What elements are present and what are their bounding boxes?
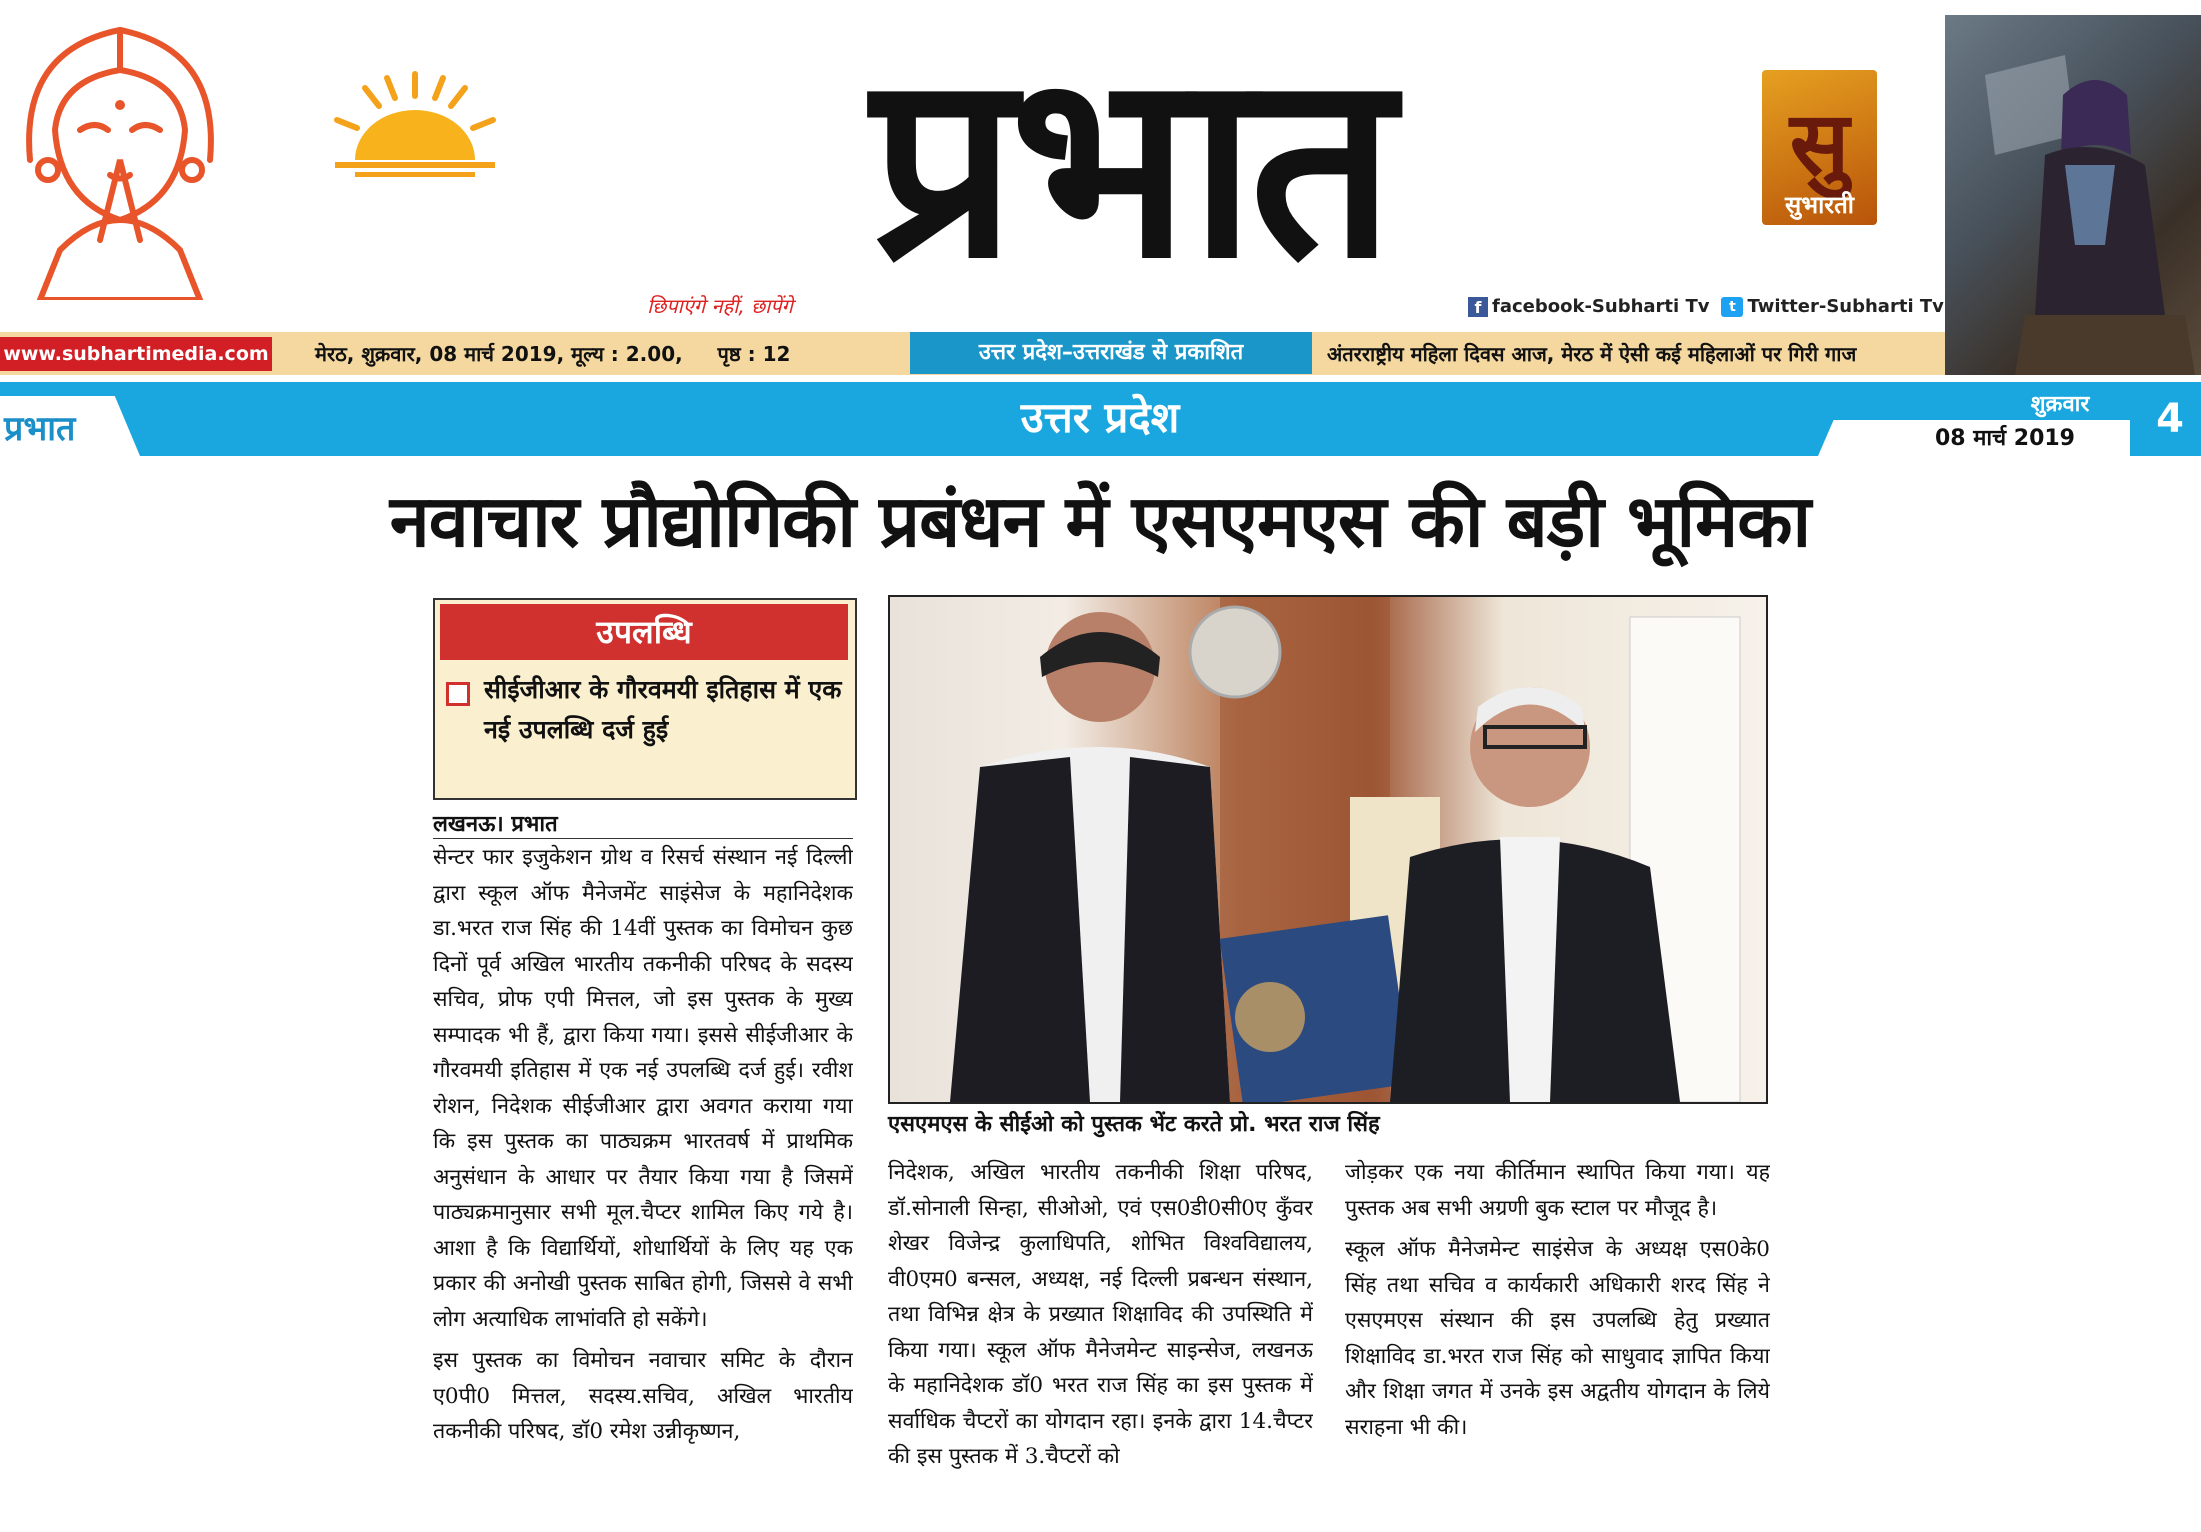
article-paragraph: स्कूल ऑफ मैनेजमेन्ट साइंसेज के अध्यक्ष एस0के0 सिंह तथा सचिव व कार्यकारी अधिकारी शरद सिंह ने एसएमएस संस्थान की इस उपलब्धि हेतु प्रख्यात शिक्षाविद डा.भरत राज सिंह को साधुवाद ज्ञापित किया और शिक्षा जगत में उनके इस अद्वतीय योगदान के लिये सराहना भी की। [1345, 1237, 1770, 1440]
highlight-text: सीईजीआर के गौरवमयी इतिहास में एक नई उपलब्धि दर्ज हुई [484, 675, 842, 744]
page-count: पृष्ठ : 12 [717, 342, 791, 366]
newspaper-title: प्रभात [871, 16, 1389, 315]
section-title: उत्तर प्रदेश [1020, 393, 1180, 442]
facebook-icon: f [1468, 297, 1488, 317]
article-paragraph: निदेशक, अखिल भारतीय तकनीकी शिक्षा परिषद, डॉ.सोनाली सिन्हा, सीओओ, एवं एस0डी0सी0ए कुँवर शेखर विजेन्द्र कुलाधिपति, शोभित विश्वविद्यालय, वी0एम0 बन्सल, अध्यक्ष, नई दिल्ली प्रबन्धन संस्थान, तथा विभिन्न क्षेत्र के प्रख्यात शिक्षाविद की उपस्थिति में किया गया। स्कूल ऑफ मैनेजमेन्ट साइन्सेज, लखनऊ के महानिदेशक डॉ0 भरत राज सिंह का इस पुस्तक में सर्वाधिक चैप्टरों का योगदान रहा। इनके द्वारा 14.चैप्टर की इस पुस्तक में 3.चैप्टरों को [888, 1160, 1313, 1469]
social-links [1468, 296, 1944, 322]
dateline-text: मेरठ, शुक्रवार, 08 मार्च 2019, मूल्य : 2.00, [315, 342, 683, 366]
two-men-photo-illustration [890, 597, 1766, 1102]
twitter-icon: t [1721, 297, 1743, 317]
photo-caption: एसएमएस के सीईओ को पुस्तक भेंट करते प्रो. भरत राज सिंह [888, 1112, 1380, 1137]
article-column-2 [888, 1155, 1313, 1530]
article-paragraph: इस पुस्तक का विमोचन नवाचार समिट के दौरान ए0पी0 मित्तल, सदस्य.सचिव, अखिल भारतीय तकनीकी परिषद, डॉ0 रमेश उन्नीकृष्णन, [433, 1348, 853, 1444]
news-ticker: अंतरराष्ट्रीय महिला दिवस आज, मेरठ में ऐसी कई महिलाओं पर गिरी गाज [1327, 342, 1857, 366]
subharti-logo-name: सुभारती [1784, 191, 1855, 219]
article-paragraph: जोड़कर एक नया कीर्तिमान स्थापित किया गया। यह पुस्तक अब सभी अग्रणी बुक स्टाल पर मौजूद है। [1345, 1160, 1770, 1221]
page-number: 4 [2156, 396, 2184, 442]
woman-photo-illustration [1945, 15, 2201, 375]
subharti-logo-glyph: सु [1789, 91, 1850, 195]
masthead-photo [1945, 15, 2201, 375]
article-column-1 [433, 840, 853, 1530]
article-photo [888, 595, 1768, 1104]
tagline: छिपाएंगे नहीं, छापेंगे [647, 294, 793, 318]
published-region: उत्तर प्रदेश–उत्तराखंड से प्रकाशित [910, 332, 1312, 374]
edition-dateline [315, 337, 875, 371]
issue-date: 08 मार्च 2019 [1935, 426, 2075, 451]
namaste-woman-logo [0, 10, 240, 300]
highlight-title: उपलब्धि [440, 604, 848, 660]
subharti-logo [1762, 70, 1877, 225]
paper-label: प्रभात [4, 409, 76, 449]
issue-day: शुक्रवार [2030, 392, 2090, 417]
square-bullet-icon [446, 682, 470, 706]
article-headline: नवाचार प्रौद्योगिकी प्रबंधन में एसएमएस की बड़ी भूमिका [389, 479, 1811, 563]
website-link[interactable]: www.subhartimedia.com [0, 337, 272, 371]
twitter-link[interactable]: Twitter-Subharti Tv [1747, 296, 1944, 317]
sun-logo [325, 70, 505, 180]
article-byline: लखनऊ। प्रभात [433, 808, 853, 839]
article-paragraph: सेन्टर फार इजुकेशन ग्रोथ व रिसर्च संस्थान नई दिल्ली द्वारा स्कूल ऑफ मैनेजमेंट साइंसेज के महानिदेशक डा.भरत राज सिंह की 14वीं पुस्तक का विमोचन कुछ दिनों पूर्व अखिल भारतीय तकनीकी परिषद के सदस्य सचिव, प्रोफ एपी मित्तल, जो इस पुस्तक के मुख्य सम्पादक भी हैं, द्वारा किया गया। इससे सीईजीआर के गौरवमयी इतिहास में एक नई उपलब्धि दर्ज हुई। रवीश रोशन, निदेशक सीईजीआर द्वारा अवगत कराया गया कि इस पुस्तक का पाठ्यक्रम भारतवर्ष में प्राथमिक अनुसंधान के आधार पर तैयार किया गया है जिसमें पाठ्यक्रमानुसार सभी मूल.चैप्टर शामिल किए गये है। आशा है कि विद्यार्थियों, शोधार्थियों के लिए यह एक प्रकार की अनोखी पुस्तक साबित होगी, जिससे वे सभी लोग अत्याधिक लाभांवति हो सकेंगे। [433, 845, 853, 1332]
facebook-link[interactable]: facebook-Subharti Tv [1492, 296, 1710, 317]
article-column-3 [1345, 1155, 1770, 1530]
